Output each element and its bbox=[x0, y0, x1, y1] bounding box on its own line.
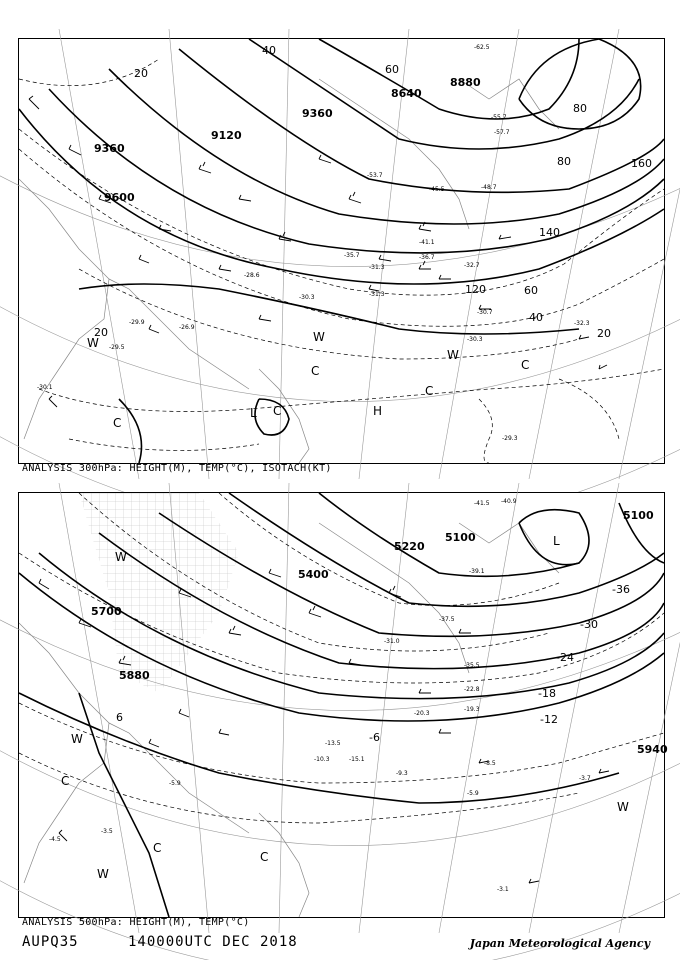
cold-center: C bbox=[153, 841, 162, 855]
coastline bbox=[19, 523, 559, 917]
height-label: 5100 bbox=[445, 531, 476, 544]
map-300hpa bbox=[19, 39, 664, 463]
cold-center: C bbox=[425, 384, 434, 398]
isotach-label: 120 bbox=[465, 283, 486, 296]
isotach-label: 140 bbox=[539, 226, 560, 239]
chart-500hpa bbox=[18, 492, 668, 918]
station-temp: -57.7 bbox=[494, 129, 510, 136]
station-temp: -35.5 bbox=[464, 662, 480, 669]
warm-center: W bbox=[313, 330, 325, 344]
station-temp: -5.9 bbox=[169, 780, 181, 787]
warm-center: W bbox=[87, 336, 99, 350]
height-label: 9360 bbox=[302, 107, 333, 120]
isotach-label: 80 bbox=[557, 155, 571, 168]
station-temp: -45.5 bbox=[429, 186, 445, 193]
station-temp: -20.3 bbox=[414, 710, 430, 717]
high-center: H bbox=[373, 404, 383, 418]
low-center: L bbox=[553, 534, 560, 548]
height-label: 5400 bbox=[298, 568, 329, 581]
isotherm-label: 6 bbox=[116, 711, 123, 724]
map-500hpa bbox=[19, 493, 668, 917]
cold-center: C bbox=[113, 416, 122, 430]
isotherm-label: -30 bbox=[580, 618, 598, 631]
station-temp: -10.3 bbox=[314, 756, 330, 763]
isotach-label: 80 bbox=[573, 102, 587, 115]
station-temp: -29.3 bbox=[502, 435, 518, 442]
station-temp: -13.5 bbox=[325, 740, 341, 747]
height-contours bbox=[19, 39, 664, 463]
caption-500hpa: ANALYSIS 500hPa: HEIGHT(M), TEMP(°C) bbox=[22, 917, 250, 928]
station-temp: -22.8 bbox=[464, 686, 480, 693]
low-center: L bbox=[250, 406, 257, 420]
station-temp: -48.7 bbox=[481, 184, 497, 191]
isotherm-label: -18 bbox=[538, 687, 556, 700]
height-label: 8640 bbox=[391, 87, 422, 100]
isotach-label: 160 bbox=[631, 157, 652, 170]
isotherm-label: -24 bbox=[556, 651, 574, 664]
station-temp: -26.9 bbox=[179, 324, 195, 331]
warm-center: W bbox=[97, 867, 109, 881]
height-label: 5880 bbox=[119, 669, 150, 682]
height-label: 5100 bbox=[623, 509, 654, 522]
station-temp: -29.9 bbox=[129, 319, 145, 326]
warm-center: W bbox=[115, 550, 127, 564]
height-label: 9120 bbox=[211, 129, 242, 142]
station-temp: -55.7 bbox=[491, 114, 507, 121]
station-temp: -35.7 bbox=[344, 252, 360, 259]
station-temp: -31.3 bbox=[369, 264, 385, 271]
isotach-label: 20 bbox=[134, 67, 148, 80]
warm-center: W bbox=[617, 800, 629, 814]
station-temp: -32.7 bbox=[464, 262, 480, 269]
isotherm-label: -6 bbox=[369, 731, 380, 744]
station-temp: -30.3 bbox=[467, 336, 483, 343]
height-label: 5940 bbox=[637, 743, 668, 756]
height-label: 8880 bbox=[450, 76, 481, 89]
station-temp: -32.3 bbox=[574, 320, 590, 327]
station-temp: -30.7 bbox=[477, 309, 493, 316]
station-temp: -30.1 bbox=[37, 384, 53, 391]
height-label: 9600 bbox=[104, 191, 135, 204]
station-temp: -36.7 bbox=[419, 254, 435, 261]
cold-center: C bbox=[61, 774, 70, 788]
station-temp: -28.6 bbox=[244, 272, 260, 279]
station-temp: -29.5 bbox=[109, 344, 125, 351]
station-temp: -3.7 bbox=[579, 775, 591, 782]
station-temp: -31.3 bbox=[369, 291, 385, 298]
product-code: AUPQ35 bbox=[22, 934, 79, 950]
cold-center: C bbox=[273, 404, 282, 418]
caption-300hpa: ANALYSIS 300hPa: HEIGHT(M), TEMP(°C), ISOTACH(KT) bbox=[22, 463, 332, 474]
station-temp: -9.3 bbox=[396, 770, 408, 777]
isotach-label: 40 bbox=[529, 311, 543, 324]
station-temp: -53.7 bbox=[367, 172, 383, 179]
station-temp: -39.1 bbox=[469, 568, 485, 575]
chart-300hpa bbox=[18, 38, 665, 464]
height-label: 9360 bbox=[94, 142, 125, 155]
station-temp: -41.5 bbox=[474, 500, 490, 507]
isotherm-label: -12 bbox=[540, 713, 558, 726]
isotherms bbox=[19, 59, 664, 463]
cold-center: C bbox=[521, 358, 530, 372]
station-temp: -40.9 bbox=[501, 498, 517, 505]
cold-center: C bbox=[311, 364, 320, 378]
station-temp: -3.5 bbox=[101, 828, 113, 835]
station-temperatures bbox=[37, 44, 590, 442]
station-temp: -37.5 bbox=[439, 616, 455, 623]
height-label: 5220 bbox=[394, 540, 425, 553]
isotach-label: 60 bbox=[524, 284, 538, 297]
height-label: 5700 bbox=[91, 605, 122, 618]
agency-credit: Japan Meteorological Agency bbox=[469, 937, 650, 950]
isotach-label: 20 bbox=[94, 326, 108, 339]
station-temp: -30.3 bbox=[299, 294, 315, 301]
valid-time: 140000UTC DEC 2018 bbox=[128, 934, 298, 950]
station-temp: -31.0 bbox=[384, 638, 400, 645]
station-temp: -8.5 bbox=[484, 760, 496, 767]
isotach-label: 60 bbox=[385, 63, 399, 76]
warm-center: W bbox=[71, 732, 83, 746]
station-temp: -3.1 bbox=[497, 886, 509, 893]
station-temp: -5.9 bbox=[467, 790, 479, 797]
station-temp: -41.1 bbox=[419, 239, 435, 246]
station-temp: -15.1 bbox=[349, 756, 365, 763]
isotherm-label: -36 bbox=[612, 583, 630, 596]
station-temp: -19.3 bbox=[464, 706, 480, 713]
isotach-label: 40 bbox=[262, 44, 276, 57]
warm-center: W bbox=[447, 348, 459, 362]
cold-center: C bbox=[260, 850, 269, 864]
isotach-label: 20 bbox=[597, 327, 611, 340]
station-temp: -4.5 bbox=[49, 836, 61, 843]
station-temp: -62.5 bbox=[474, 44, 490, 51]
